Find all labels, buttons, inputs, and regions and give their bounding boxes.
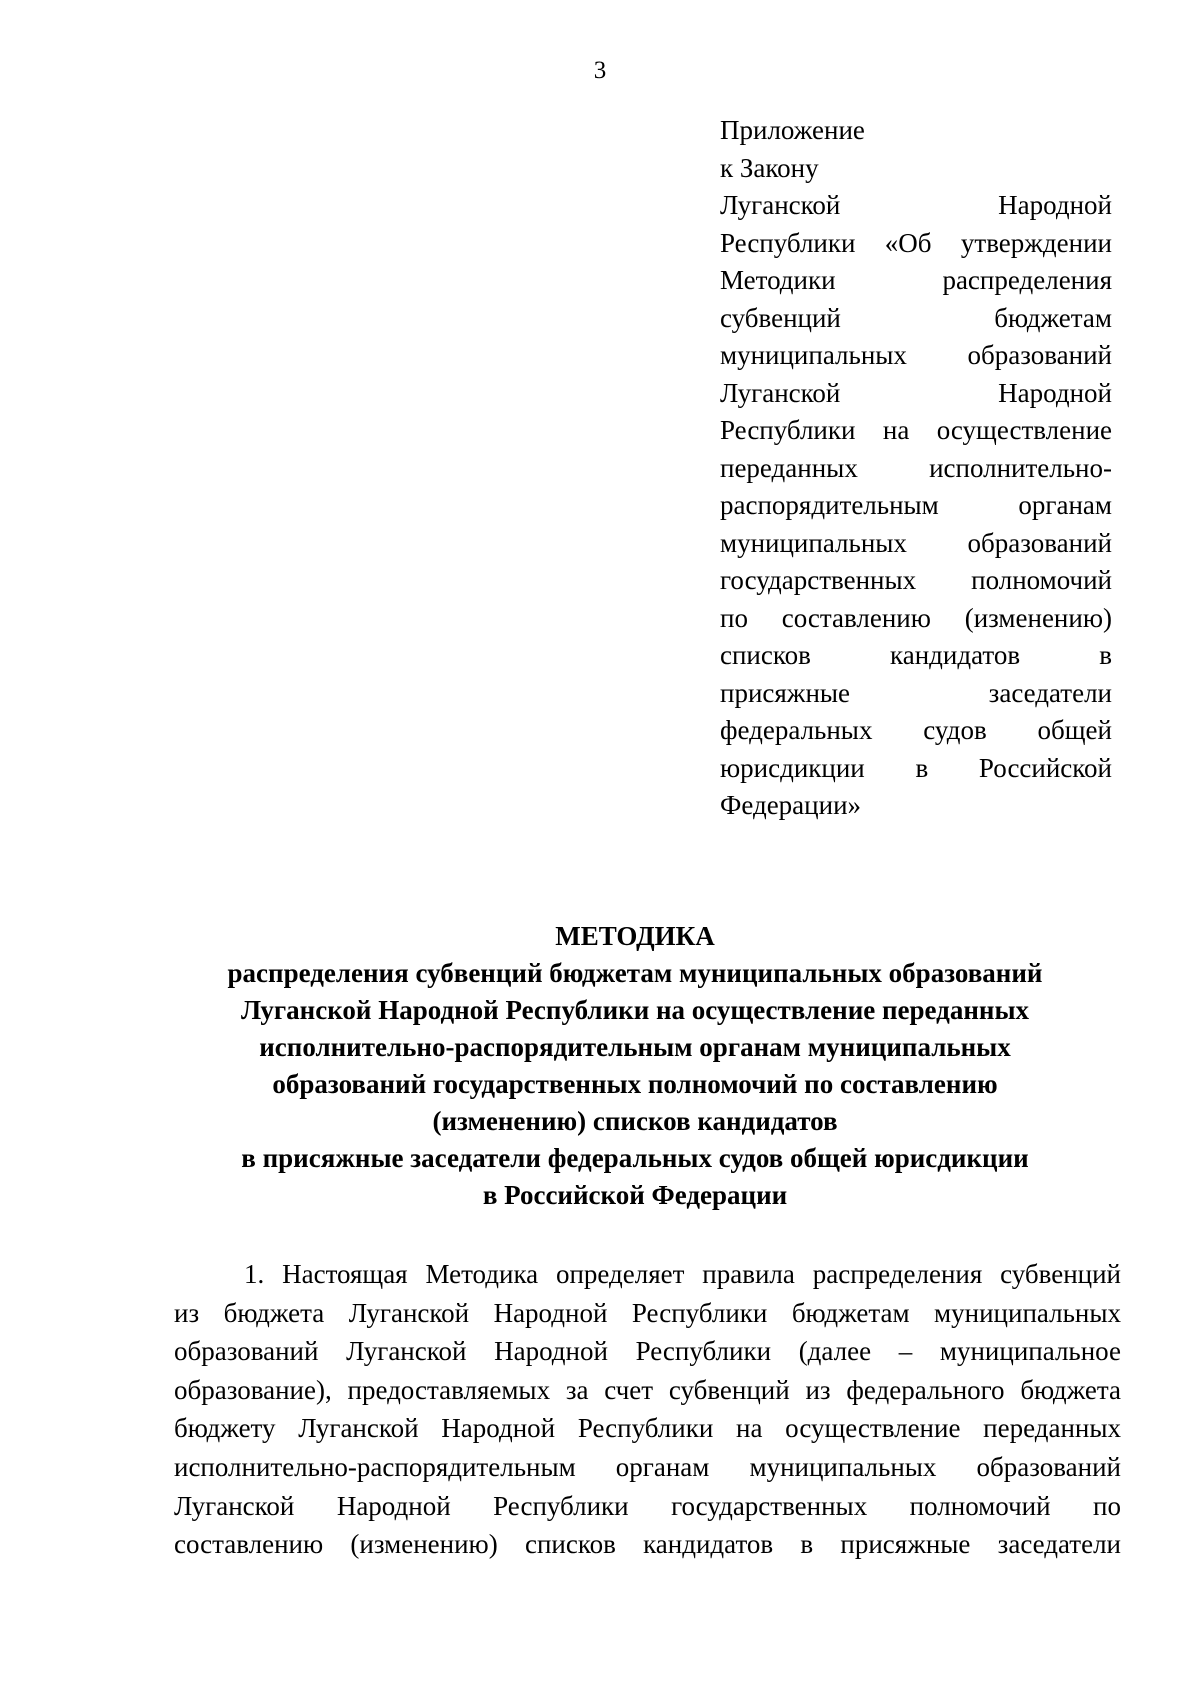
appendix-line: присяжные заседатели (720, 677, 1112, 708)
appendix-line: Республики «Об утверждении (720, 227, 1112, 258)
paragraph-line: Луганской Народной Республики государственных полномочий по (174, 1490, 1121, 1521)
document-title (0, 918, 1200, 1214)
appendix-line: Приложение (720, 115, 865, 145)
appendix-line: муниципальных образований (720, 527, 1112, 558)
appendix-line: списков кандидатов в (720, 640, 1112, 670)
title-subtitle-line: образований государственных полномочий по составлению (272, 1069, 998, 1099)
appendix-line: переданных исполнительно- (720, 452, 1112, 483)
appendix-line: государственных полномочий (720, 565, 1112, 595)
page-number: 3 (593, 57, 607, 84)
appendix-line: федеральных судов общей (720, 715, 1112, 745)
appendix-line: Методики распределения (720, 265, 1112, 295)
title-subtitle-line: (изменению) списков кандидатов (432, 1106, 838, 1136)
appendix-line: юрисдикции в Российской (720, 752, 1112, 783)
appendix-line: по составлению (изменению) (720, 602, 1112, 633)
body-paragraph (174, 1255, 1121, 1564)
appendix-block (720, 112, 1112, 825)
appendix-line: Республики на осуществление (720, 415, 1112, 445)
paragraph-line: образований Луганской Народной Республики (далее – муниципальное (174, 1336, 1121, 1367)
paragraph-line: бюджету Луганской Народной Республики на осуществление переданных (174, 1413, 1121, 1444)
paragraph-line: исполнительно-распорядительным органам муниципальных образований (174, 1451, 1121, 1482)
paragraph-line: 1. Настоящая Методика определяет правила распределения субвенций (244, 1259, 1121, 1289)
title-subtitle-line: исполнительно-распорядительным органам муниципальных (259, 1032, 1011, 1062)
appendix-line: распорядительным органам (720, 490, 1112, 520)
appendix-line: субвенций бюджетам (720, 302, 1112, 333)
appendix-line: муниципальных образований (720, 340, 1112, 370)
paragraph-line: образование), предоставляемых за счет субвенций из федерального бюджета (174, 1374, 1121, 1405)
title-subtitle-line: в Российской Федерации (482, 1180, 788, 1210)
title-subtitle-line: распределения субвенций бюджетам муниципальных образований (227, 958, 1043, 988)
title-subtitle-line: Луганской Народной Республики на осуществление переданных (240, 995, 1030, 1025)
paragraph-line: из бюджета Луганской Народной Республики бюджетам муниципальных (174, 1297, 1121, 1328)
title-heading: МЕТОДИКА (555, 921, 715, 951)
appendix-line: Федерации» (720, 790, 862, 820)
appendix-line: к Закону (720, 152, 819, 183)
appendix-line: Луганской Народной (720, 190, 1112, 220)
appendix-line: Луганской Народной (720, 377, 1112, 408)
title-subtitle-line: в присяжные заседатели федеральных судов общей юрисдикции (241, 1143, 1029, 1173)
paragraph-line: составлению (изменению) списков кандидатов в присяжные заседатели (174, 1529, 1121, 1560)
